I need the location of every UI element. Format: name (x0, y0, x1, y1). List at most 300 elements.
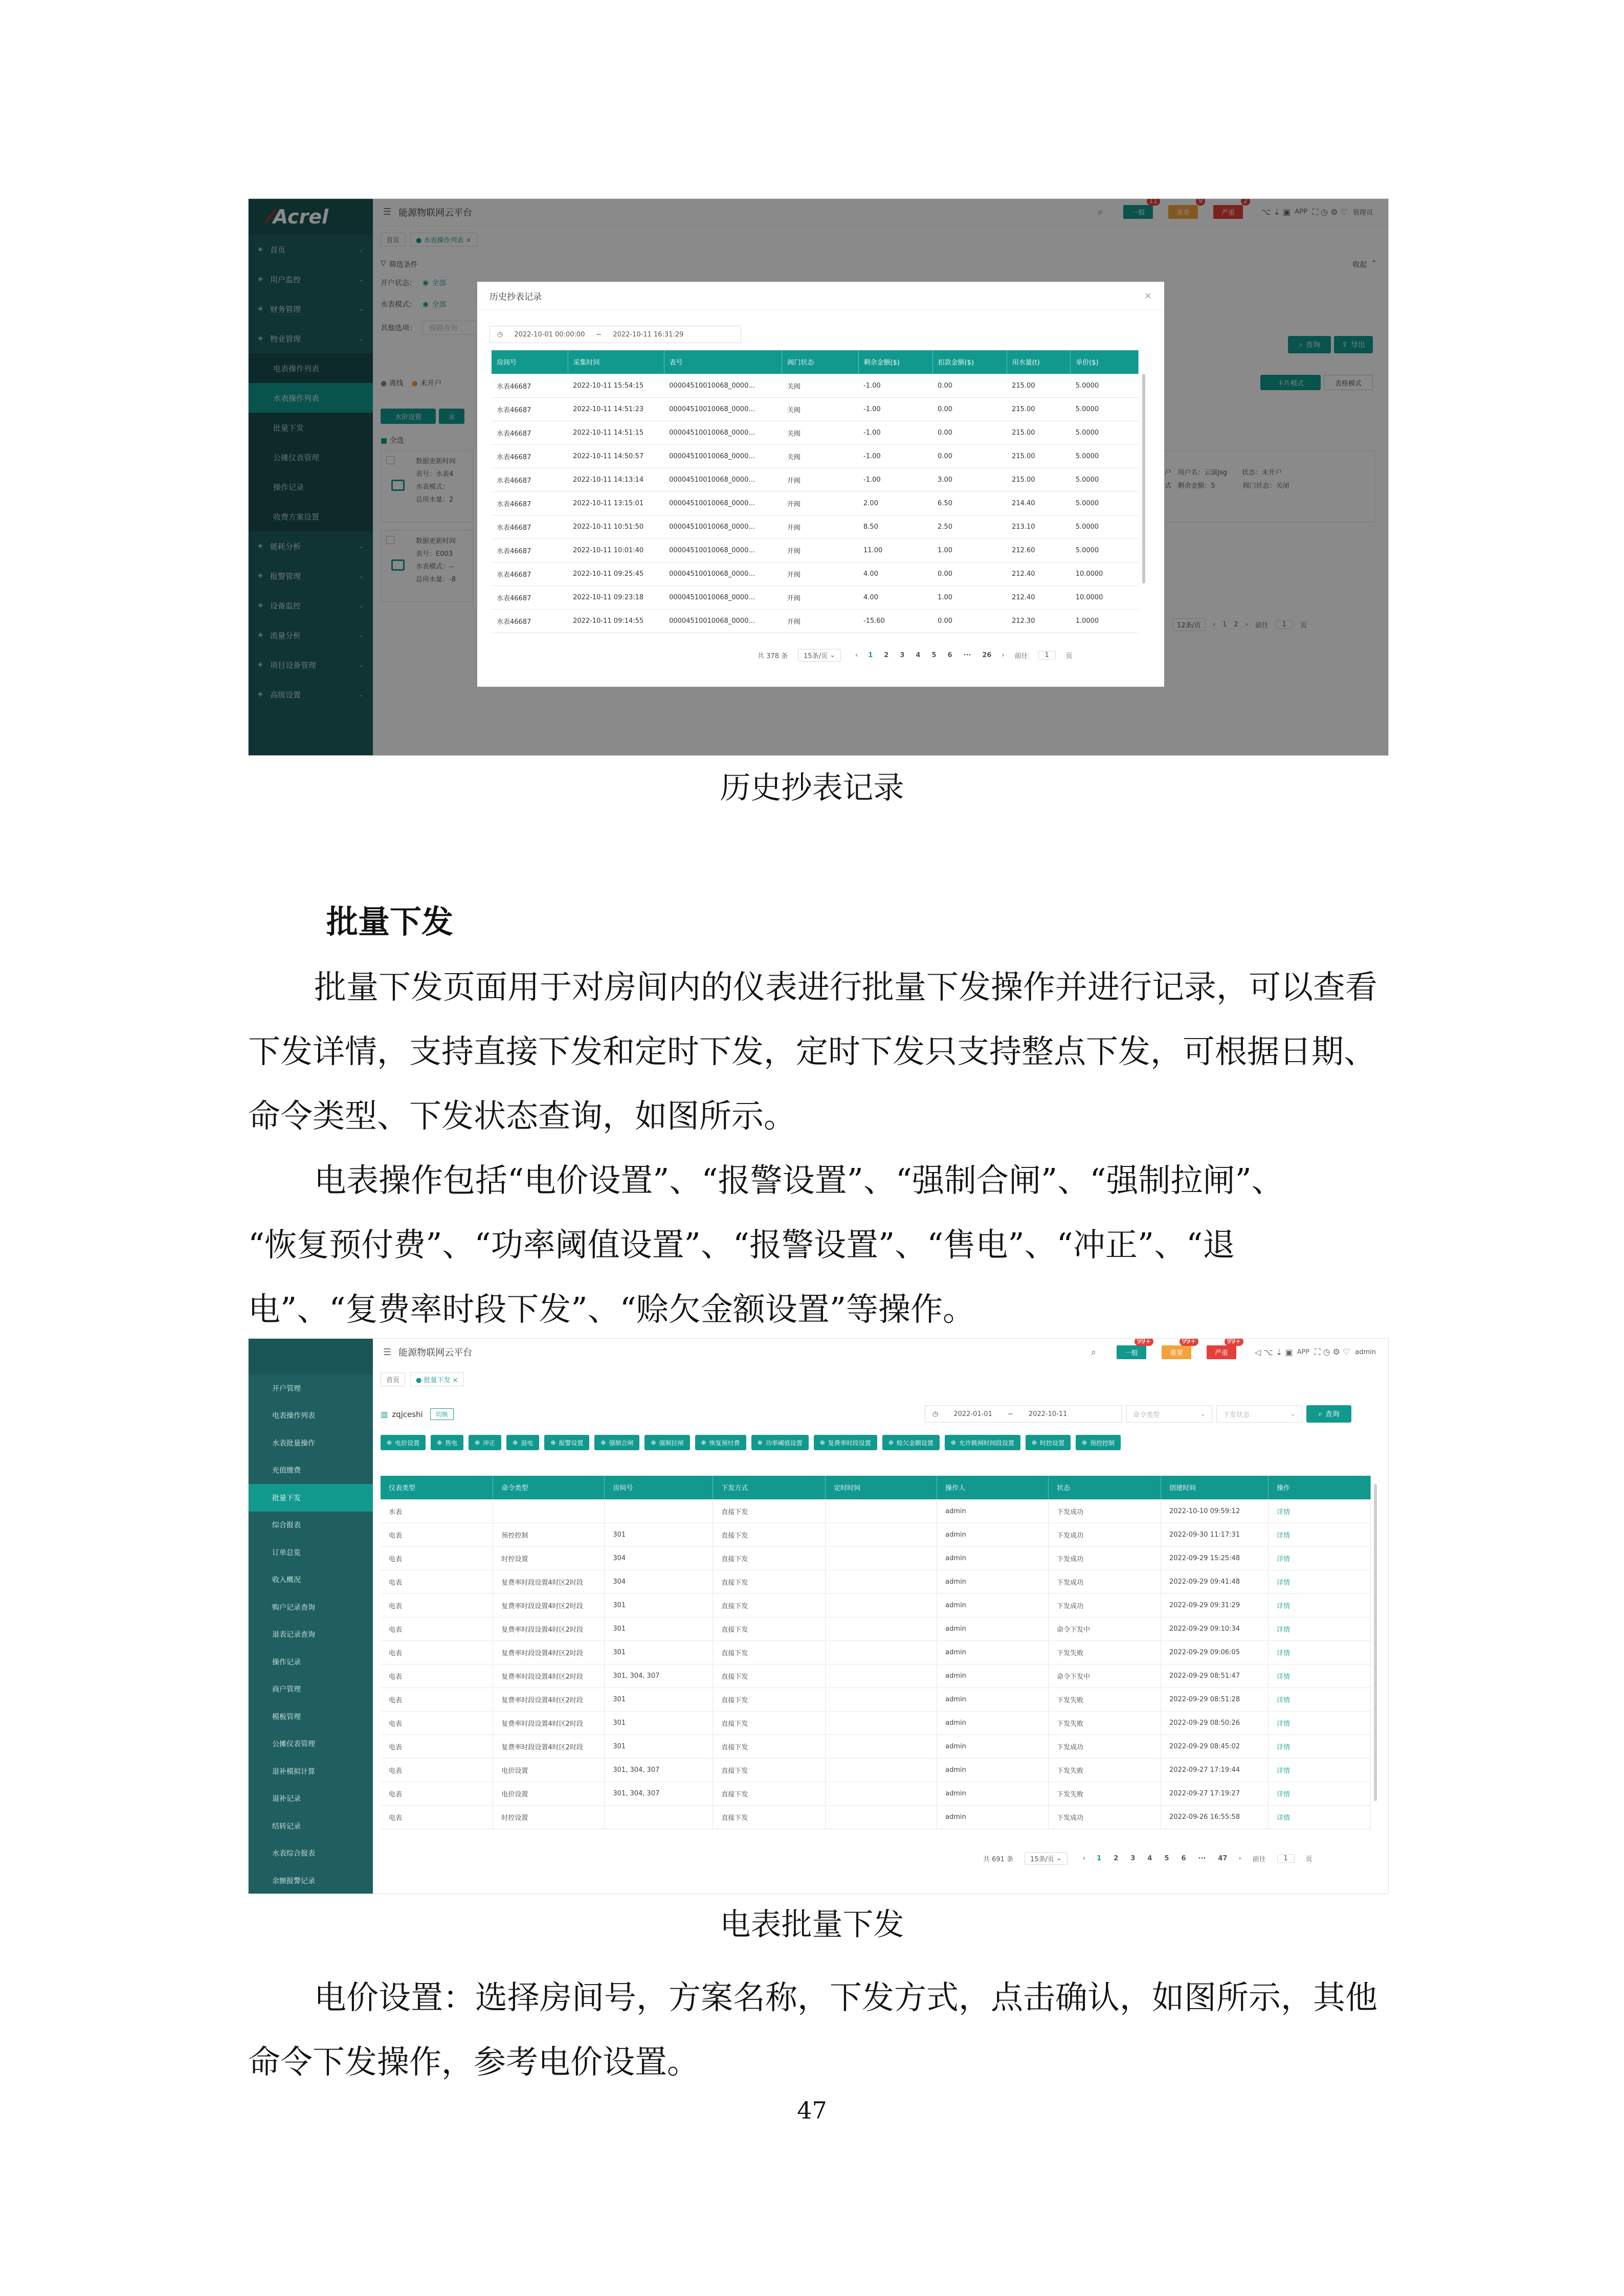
goto-input[interactable]: 1 (1276, 620, 1293, 629)
table-cell: 电表 (381, 1664, 493, 1687)
command-button[interactable] (594, 1435, 639, 1450)
sidebar-item[interactable] (249, 1429, 373, 1457)
command-button-label: 复费率时段设置 (828, 1439, 871, 1447)
table-cell: 00004510010068_0000... (664, 397, 782, 421)
table-cell: admin (937, 1664, 1049, 1687)
table-cell: 8.50 (858, 515, 932, 538)
header-tool-icons[interactable]: ◁ ⌥ ⇣ ▣ (1255, 1347, 1293, 1357)
command-button[interactable] (814, 1435, 877, 1450)
export-button[interactable]: ⇪ 导出 (1334, 336, 1373, 353)
table-cell: 00004510010068_0000... (664, 421, 782, 444)
sidebar-item[interactable] (249, 1566, 373, 1594)
table-cell: 00004510010068_0000... (664, 609, 782, 633)
table-cell: 电表 (381, 1546, 493, 1570)
logo-icon: ⁄ (269, 207, 272, 227)
detail-link[interactable]: 详情 (1269, 1735, 1371, 1758)
sidebar-item[interactable] (249, 1840, 373, 1867)
menu-icon: ◈ (258, 305, 263, 312)
sidebar-item[interactable] (249, 1785, 373, 1813)
sidebar-item[interactable] (249, 1402, 373, 1430)
table-cell: 水表46687 (492, 421, 568, 444)
chevron-down-icon: ⌄ (1200, 1410, 1206, 1418)
table-cell (826, 1617, 937, 1640)
table-cell: 直接下发 (713, 1570, 826, 1593)
table-cell: 215.00 (1007, 397, 1071, 421)
table-cell: 00004510010068_0000... (664, 562, 782, 586)
table-cell: 下发成功 (1049, 1805, 1161, 1829)
next-icon[interactable]: › (1002, 651, 1005, 659)
alert-serious[interactable]: 严重 2 (1213, 205, 1243, 219)
sidebar-item-label: 公摊仪表管理 (273, 453, 320, 462)
app-link[interactable]: APP (1295, 208, 1307, 216)
table-cell: 开阀 (782, 586, 858, 609)
column-header: 操作 (1269, 1476, 1371, 1499)
next-icon[interactable]: › (1245, 621, 1248, 628)
page-number[interactable]: 26 (982, 651, 992, 659)
table-row (492, 562, 1139, 586)
page-number[interactable]: 1 (1097, 1855, 1102, 1862)
page-number[interactable]: ··· (963, 651, 971, 659)
sidebar-item[interactable] (249, 1648, 373, 1676)
sidebar-item[interactable] (249, 1539, 373, 1566)
table-cell: 00004510010068_0000... (664, 515, 782, 538)
table-cell: admin (937, 1617, 1049, 1640)
table-cell: 212.30 (1007, 609, 1071, 633)
alert-serious[interactable]: 严重 99+ (1207, 1345, 1236, 1359)
table-cell: admin (937, 1782, 1049, 1805)
alert-badge: 99+ (1134, 1338, 1153, 1346)
chevron-down-icon: ⌄ (358, 335, 364, 342)
command-button[interactable] (882, 1435, 940, 1450)
calendar-icon: ◷ (932, 1410, 939, 1418)
table-cell: -1.00 (858, 374, 932, 397)
chevron-down-icon: ⌄ (358, 572, 364, 579)
menu-icon: ◈ (258, 690, 263, 698)
table-cell: 复费率时段设置4时区2时段 (493, 1687, 605, 1711)
table-cell: 3.00 (932, 468, 1007, 491)
page-size-select[interactable]: 15条/页 ⌄ (798, 649, 841, 662)
user-name[interactable]: 管理员 (1352, 209, 1373, 217)
page-size-select[interactable]: 15条/页 ⌄ (1025, 1852, 1067, 1865)
meter-card-right[interactable]: 户 用户名：云演jsg 状态：未开户 式 剩余金额：5 阀门状态：关闭 (1159, 451, 1375, 522)
sidebar-item[interactable] (249, 1457, 373, 1484)
table-cell: 00004510010068_0000... (664, 374, 782, 397)
section-heading: 批量下发 (326, 903, 454, 940)
table-cell: 301 (605, 1735, 713, 1758)
search-icon[interactable]: ⌕ (1098, 207, 1103, 217)
menu-toggle-icon[interactable]: ☰ (383, 1346, 392, 1358)
date-range-picker[interactable]: ◷ 2022-10-01 00:00:00 ~ 2022-10-11 16:31:29 (490, 326, 741, 343)
chevron-down-icon: ⌄ (358, 691, 364, 698)
table-cell (605, 1499, 713, 1523)
table-cell: 2022-09-29 08:45:02 (1161, 1735, 1269, 1758)
alert-badge: 9 (1196, 198, 1205, 206)
close-icon[interactable]: × (1144, 290, 1152, 301)
detail-link[interactable]: 详情 (1269, 1617, 1371, 1640)
chevron-down-icon: ⌄ (358, 602, 364, 609)
table-cell (826, 1758, 937, 1782)
next-icon[interactable]: › (1238, 1855, 1241, 1862)
search-button[interactable]: ⌕ 查询 (1288, 336, 1331, 353)
page-number[interactable]: 1 (1222, 621, 1227, 628)
header-icons[interactable]: ⛶ ◷ ⚙ ♡ (1315, 1347, 1350, 1357)
table-cell: 2022-10-11 10:51:50 (568, 515, 664, 538)
command-button[interactable] (544, 1435, 589, 1450)
column-header: 状态 (1049, 1476, 1161, 1499)
app-header (373, 1339, 1388, 1365)
detail-link[interactable]: 详情 (1269, 1593, 1371, 1617)
prev-icon[interactable]: ‹ (855, 651, 858, 659)
table-row (492, 468, 1139, 491)
table-cell: 命令下发中 (1049, 1664, 1161, 1687)
app-link[interactable]: APP (1297, 1348, 1310, 1356)
table-cell: 5.0000 (1071, 468, 1139, 491)
alert-badge: 11 (1147, 198, 1161, 206)
table-cell: 301 (605, 1640, 713, 1664)
sidebar-item-label: 操作记录 (272, 1658, 301, 1667)
table-cell: 301 (605, 1687, 713, 1711)
table-cell (826, 1711, 937, 1735)
table-scrollbar[interactable] (1374, 1484, 1377, 1801)
sidebar-item[interactable] (249, 1730, 373, 1758)
detail-link[interactable]: 详情 (1269, 1664, 1371, 1687)
table-cell: 0.00 (932, 397, 1007, 421)
table-row (492, 421, 1139, 444)
modal-pagination: 共 378 条 15条/页 ⌄ ‹ 1 2 3 4 5 6 ··· 26 › 前往 1 页 (758, 649, 1073, 662)
table-cell: 2.00 (858, 491, 932, 515)
water-price-button[interactable]: 水价设置 (381, 409, 436, 424)
page-number[interactable]: 5 (931, 651, 937, 659)
command-button[interactable] (945, 1435, 1020, 1450)
table-cell: -1.00 (858, 421, 932, 444)
table-cell: 215.00 (1007, 374, 1071, 397)
table-cell: 215.00 (1007, 444, 1071, 468)
filter-icon: ▽ (381, 259, 386, 267)
sidebar-item-label: 电表操作列表 (272, 1412, 315, 1421)
command-button[interactable] (381, 1435, 426, 1450)
sidebar-item-label: 综合报表 (272, 1521, 301, 1530)
figure-history-records (248, 198, 1389, 756)
batch-issue-table (381, 1476, 1371, 1829)
sidebar-item-label: 结转记录 (272, 1822, 301, 1831)
bg-pagination: 12条/页 ‹ 1 2 › 前往 1 页 (1172, 618, 1307, 631)
detail-link[interactable]: 详情 (1269, 1640, 1371, 1664)
detail-link[interactable]: 详情 (1269, 1711, 1371, 1735)
chevron-down-icon: ⌄ (358, 276, 364, 283)
table-cell: 电表 (381, 1758, 493, 1782)
breadcrumb-current[interactable]: ● 水表操作列表 × (410, 233, 477, 246)
command-button[interactable] (751, 1435, 809, 1450)
table-cell: 0.00 (932, 562, 1007, 586)
table-row (381, 1546, 1371, 1570)
user-name[interactable]: admin (1355, 1348, 1376, 1356)
sidebar-item-label: 购户记录查询 (272, 1603, 315, 1612)
radio-icon[interactable]: ◉ (422, 300, 429, 308)
chevron-down-icon: ⌄ (358, 305, 364, 312)
sidebar-item-label: 公摊仪表管理 (272, 1740, 315, 1749)
sidebar-item[interactable] (249, 1484, 373, 1512)
command-icon: ⊕ (1031, 1439, 1037, 1446)
caption-history-records: 历史抄表记录 (720, 770, 904, 806)
command-button-label: 报警设置 (559, 1439, 584, 1447)
table-cell: 304 (605, 1546, 713, 1570)
command-button-label: 售电 (445, 1439, 458, 1447)
select-all[interactable]: ■ 全选 (381, 437, 404, 445)
sidebar-item[interactable] (249, 1593, 373, 1621)
table-cell (826, 1687, 937, 1711)
table-cell: 下发失败 (1049, 1758, 1161, 1782)
sidebar-top (249, 1339, 373, 1375)
page-number[interactable]: 3 (900, 651, 905, 659)
command-button-label: 电价设置 (395, 1439, 420, 1447)
table-cell: 直接下发 (713, 1523, 826, 1546)
table-row (492, 586, 1139, 609)
table-cell: 下发失败 (1049, 1640, 1161, 1664)
table-cell: 2022-10-11 14:51:15 (568, 421, 664, 444)
goto-input[interactable]: 1 (1038, 651, 1056, 660)
table-cell: 2022-09-29 08:50:26 (1161, 1711, 1269, 1735)
command-button[interactable] (1076, 1435, 1121, 1450)
sidebar-item[interactable] (249, 1703, 373, 1730)
page-number[interactable]: ··· (1198, 1855, 1206, 1862)
table-cell: 2022-09-27 17:19:44 (1161, 1758, 1269, 1782)
table-cell: 时控设置 (493, 1805, 605, 1829)
table-cell: 304 (605, 1570, 713, 1593)
command-button-label: 强制拉闸 (659, 1439, 684, 1447)
query-button[interactable]: ⌕ 查询 (1306, 1405, 1351, 1423)
sidebar (249, 1339, 373, 1894)
table-cell: 关阀 (782, 397, 858, 421)
table-cell: 301 (605, 1593, 713, 1617)
chevron-down-icon: ⌄ (358, 246, 364, 253)
modal-title: 历史抄表记录 (490, 292, 542, 302)
table-cell: 开阀 (782, 562, 858, 586)
sidebar-item-label: 收费方案设置 (273, 512, 320, 522)
sidebar-item[interactable] (249, 1676, 373, 1703)
history-table (492, 350, 1139, 633)
breadcrumb-home[interactable]: 首页 (381, 233, 405, 246)
page-number[interactable]: 2 (1234, 621, 1238, 628)
column-header: 创建时间 (1161, 1476, 1269, 1499)
goto-input[interactable]: 1 (1277, 1854, 1295, 1863)
building-icon: ▥ (381, 1409, 388, 1419)
menu-toggle-icon[interactable]: ☰ (383, 207, 392, 217)
table-cell: 2022-10-10 09:59:12 (1161, 1499, 1269, 1523)
table-cell: 直接下发 (713, 1758, 826, 1782)
page-number[interactable]: 5 (1164, 1855, 1169, 1862)
sidebar-item-label: 开户管理 (272, 1384, 301, 1393)
detail-link[interactable]: 详情 (1269, 1805, 1371, 1829)
table-cell: 301 (605, 1523, 713, 1546)
sidebar-item-label: 物业管理 (270, 334, 301, 344)
sidebar-item-label: 能耗分析 (270, 542, 301, 551)
sidebar-item[interactable] (249, 1621, 373, 1649)
project-name: zqjceshi (392, 1409, 423, 1419)
table-cell: 关阀 (782, 421, 858, 444)
page-number[interactable]: 6 (947, 651, 952, 659)
table-cell: 5.0000 (1071, 421, 1139, 444)
sidebar-item[interactable] (249, 1758, 373, 1785)
history-modal (477, 282, 1164, 687)
page-number[interactable]: 1 (868, 651, 873, 659)
other-search-input[interactable]: 模糊查询 (422, 321, 484, 335)
table-cell: 2022-10-11 09:25:45 (568, 562, 664, 586)
table-cell (493, 1499, 605, 1523)
detail-link[interactable]: 详情 (1269, 1758, 1371, 1782)
column-header: 房间号 (605, 1476, 713, 1499)
table-row (381, 1640, 1371, 1664)
issue-status-select[interactable]: 下发状态 ⌄ (1216, 1405, 1302, 1423)
table-row (381, 1782, 1371, 1805)
chevron-up-icon[interactable]: ⌃ (1371, 259, 1377, 267)
command-button[interactable] (506, 1435, 539, 1450)
column-header: 阀门状态 (782, 350, 858, 374)
table-cell: 直接下发 (713, 1617, 826, 1640)
table-cell: 复费率时段设置4时区2时段 (493, 1570, 605, 1593)
detail-link[interactable]: 详情 (1269, 1499, 1371, 1523)
table-row (492, 397, 1139, 421)
menu-icon: ◈ (258, 572, 263, 579)
filter-panel: ▽ 筛选条件 收起 ⌃ 开户状态： ◉ 全部 水表模式： ◉ 全部 其他选项： 模糊查询 (381, 259, 1377, 335)
menu-icon: ◈ (258, 542, 263, 550)
table-cell: 2022-10-11 14:51:23 (568, 397, 664, 421)
sidebar-item-label: 用户监控 (270, 275, 301, 284)
meter-card[interactable]: 数据更新时间 表号：E003 水表模式：-- 总用水量：-8 (381, 530, 473, 602)
page-number: 47 (797, 2097, 827, 2124)
alert-important[interactable]: 重要 99+ (1162, 1345, 1191, 1359)
detail-link[interactable]: 详情 (1269, 1782, 1371, 1805)
sidebar-item[interactable] (249, 1867, 373, 1894)
table-cell: 命令下发中 (1049, 1617, 1161, 1640)
collapse-link[interactable]: 收起 (1352, 261, 1367, 269)
command-button[interactable] (1026, 1435, 1071, 1450)
menu-icon: ◈ (258, 275, 263, 283)
page-number[interactable]: 47 (1218, 1855, 1228, 1862)
page-number[interactable]: 4 (916, 651, 921, 659)
table-cell: 0.00 (932, 374, 1007, 397)
meter-card[interactable]: 数据更新时间 表号：水表4 水表模式： 总用水量：2 (381, 451, 473, 522)
filter-title: 筛选条件 (389, 261, 418, 269)
page-number[interactable]: 2 (1114, 1855, 1119, 1862)
table-cell: 00004510010068_0000... (664, 586, 782, 609)
command-icon: ⊕ (513, 1439, 518, 1446)
command-button[interactable] (431, 1435, 463, 1450)
table-cell: 直接下发 (713, 1640, 826, 1664)
table-cell: admin (937, 1758, 1049, 1782)
alert-general[interactable]: 一般 11 (1123, 205, 1153, 219)
sidebar-item-label: 财务管理 (270, 304, 301, 314)
table-cell: 212.40 (1007, 586, 1071, 609)
table-cell: 水表46687 (492, 444, 568, 468)
sidebar-item-label: 充值缴费 (272, 1467, 301, 1475)
table-cell: admin (937, 1570, 1049, 1593)
header-tool-icons[interactable]: ⌥ ⇣ ▣ (1261, 207, 1291, 217)
table-row (381, 1687, 1371, 1711)
table-cell: 0.00 (932, 421, 1007, 444)
switch-project-button[interactable]: 切换 (430, 1408, 454, 1420)
header-icons[interactable]: ⛶ ◷ ⚙ ♡ (1312, 207, 1348, 217)
column-header: 用水量(t) (1007, 350, 1071, 374)
radio-icon[interactable]: ◉ (422, 279, 429, 287)
table-cell: 下发失败 (1049, 1782, 1161, 1805)
menu-icon: ◈ (258, 631, 263, 639)
command-type-select[interactable]: 命令类型 ⌄ (1126, 1405, 1212, 1423)
view-card-button[interactable]: 卡片模式 (1260, 375, 1321, 390)
view-table-button[interactable]: 表格模式 (1324, 375, 1373, 390)
sidebar-item[interactable] (249, 1812, 373, 1840)
alert-important[interactable]: 重要 9 (1168, 205, 1198, 219)
table-cell: 水表 (381, 1499, 493, 1523)
table-row (381, 1617, 1371, 1640)
table-row (381, 1711, 1371, 1735)
page-number[interactable]: 3 (1130, 1855, 1136, 1862)
date-range-picker[interactable]: ◷ 2022-01-01 ~ 2022-10-11 (925, 1405, 1122, 1423)
sidebar-item-label: 批量下发 (272, 1494, 301, 1502)
command-buttons (381, 1435, 1332, 1450)
table-cell: 1.00 (932, 538, 1007, 562)
page-number[interactable]: 4 (1147, 1855, 1152, 1862)
checkbox-icon: ■ (381, 437, 388, 445)
detail-link[interactable]: 详情 (1269, 1523, 1371, 1546)
command-icon: ⊕ (651, 1439, 656, 1446)
breadcrumb-current[interactable]: ● 批量下发 × (410, 1372, 464, 1386)
breadcrumb-home[interactable]: 首页 (381, 1372, 405, 1386)
sidebar-item[interactable] (249, 1512, 373, 1539)
command-button-label: 恢复预付费 (709, 1439, 740, 1447)
modal-scrollbar[interactable] (1142, 374, 1145, 583)
table-cell: 2022-09-26 16:55:58 (1161, 1805, 1269, 1829)
table-cell: 关阀 (782, 444, 858, 468)
table-cell: 电表 (381, 1805, 493, 1829)
table-cell: 电表 (381, 1523, 493, 1546)
sidebar-item[interactable] (249, 1375, 373, 1402)
detail-link[interactable]: 详情 (1269, 1570, 1371, 1593)
search-icon[interactable]: ⌕ (1091, 1346, 1096, 1358)
table-cell: 水表46687 (492, 491, 568, 515)
table-cell: 4.00 (858, 586, 932, 609)
page-number[interactable]: 2 (884, 651, 889, 659)
table-cell: 214.40 (1007, 491, 1071, 515)
column-header: 操作人 (937, 1476, 1049, 1499)
table-cell: 开阀 (782, 538, 858, 562)
detail-link[interactable]: 详情 (1269, 1546, 1371, 1570)
prev-icon[interactable]: ‹ (1083, 1855, 1086, 1862)
command-button-label: 赊欠金额设置 (896, 1439, 933, 1447)
prev-icon[interactable]: ‹ (1212, 621, 1216, 628)
page-number[interactable]: 6 (1181, 1855, 1186, 1862)
table-row (381, 1570, 1371, 1593)
column-header: 房间号 (492, 350, 568, 374)
table-cell: 212.40 (1007, 562, 1071, 586)
table-cell: 2.50 (932, 515, 1007, 538)
table-cell: 5.0000 (1071, 515, 1139, 538)
detail-link[interactable]: 详情 (1269, 1687, 1371, 1711)
command-button[interactable] (469, 1435, 501, 1450)
command-button[interactable] (644, 1435, 689, 1450)
sidebar-item-label: 设备监控 (270, 601, 301, 611)
water-action-button[interactable]: 水 (439, 409, 464, 424)
figure-batch-issue (248, 1338, 1389, 1894)
sidebar-item-label: 水表批量操作 (272, 1439, 315, 1448)
page-size-select[interactable]: 12条/页 (1172, 618, 1206, 631)
table-cell: 5.0000 (1071, 538, 1139, 562)
command-button[interactable] (695, 1435, 746, 1450)
command-button-label: 强制合闸 (609, 1439, 634, 1447)
alert-general[interactable]: 一般 99+ (1117, 1345, 1146, 1359)
column-header: 采集时间 (568, 350, 664, 374)
table-cell: 水表46687 (492, 586, 568, 609)
command-icon: ⊕ (701, 1439, 706, 1446)
